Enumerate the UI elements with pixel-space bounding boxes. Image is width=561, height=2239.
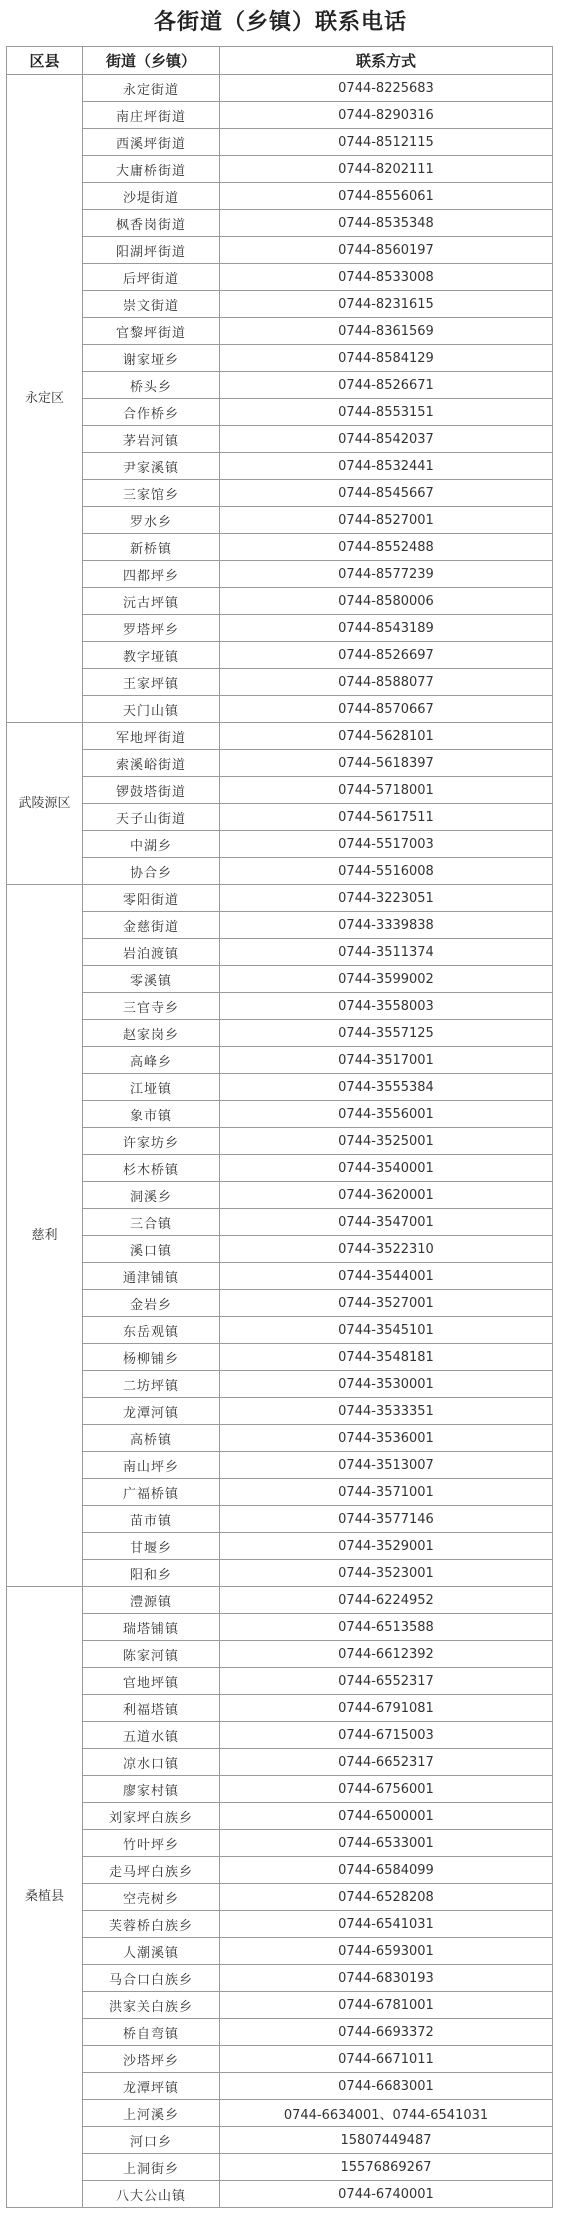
street-cell: 廖家村镇: [83, 1776, 220, 1803]
phone-cell: 0744-3527001: [220, 1290, 553, 1317]
header-phone: 联系方式: [220, 47, 553, 75]
phone-cell: 0744-6830193: [220, 1965, 553, 1992]
table-row: [7, 1695, 553, 1722]
table-row: [7, 2100, 553, 2127]
street-cell: 江垭镇: [83, 1074, 220, 1101]
table-row: [7, 2127, 553, 2154]
phone-cell: 0744-3558003: [220, 993, 553, 1020]
header-district: 区县: [7, 47, 83, 75]
phone-cell: 0744-3545101: [220, 1317, 553, 1344]
street-cell: 茅岩河镇: [83, 426, 220, 453]
phone-cell: 0744-8535348: [220, 210, 553, 237]
table-header-row: [7, 47, 553, 75]
phone-cell: 0744-3548181: [220, 1344, 553, 1371]
phone-cell: 0744-3517001: [220, 1047, 553, 1074]
street-cell: 锣鼓塔街道: [83, 777, 220, 804]
street-cell: 洞溪乡: [83, 1182, 220, 1209]
table-row: [7, 1452, 553, 1479]
table-row: [7, 1425, 553, 1452]
street-cell: 阳湖坪街道: [83, 237, 220, 264]
street-cell: 合作桥乡: [83, 399, 220, 426]
phone-cell: 15807449487: [220, 2127, 553, 2154]
street-cell: 尹家溪镇: [83, 453, 220, 480]
table-row: [7, 966, 553, 993]
phone-cell: 0744-8553151: [220, 399, 553, 426]
phone-cell: 0744-6533001: [220, 1830, 553, 1857]
table-row: [7, 858, 553, 885]
street-cell: 芙蓉桥白族乡: [83, 1911, 220, 1938]
phone-cell: 0744-3522310: [220, 1236, 553, 1263]
street-cell: 许家坊乡: [83, 1128, 220, 1155]
phone-cell: 0744-3536001: [220, 1425, 553, 1452]
table-row: [7, 1209, 553, 1236]
table-row: [7, 588, 553, 615]
phone-cell: 0744-6552317: [220, 1668, 553, 1695]
phone-cell: 0744-8202111: [220, 156, 553, 183]
table-row: [7, 2181, 553, 2208]
table-row: [7, 480, 553, 507]
phone-cell: 0744-3523001: [220, 1560, 553, 1587]
street-cell: 枫香岗街道: [83, 210, 220, 237]
street-cell: 上洞街乡: [83, 2154, 220, 2181]
district-cell: 桑植县: [7, 1587, 83, 2208]
table-row: [7, 183, 553, 210]
phone-cell: 0744-6671011: [220, 2046, 553, 2073]
street-cell: 官地坪镇: [83, 1668, 220, 1695]
phone-cell: 0744-6715003: [220, 1722, 553, 1749]
phone-cell: 0744-8225683: [220, 75, 553, 102]
phone-cell: 0744-6584099: [220, 1857, 553, 1884]
phone-cell: 0744-6528208: [220, 1884, 553, 1911]
phone-cell: 0744-8526697: [220, 642, 553, 669]
street-cell: 索溪峪街道: [83, 750, 220, 777]
phone-cell: 0744-3544001: [220, 1263, 553, 1290]
phone-cell: 0744-5618397: [220, 750, 553, 777]
table-row: [7, 885, 553, 912]
street-cell: 岩泊渡镇: [83, 939, 220, 966]
street-cell: 利福塔镇: [83, 1695, 220, 1722]
street-cell: 崇文街道: [83, 291, 220, 318]
table-row: [7, 1722, 553, 1749]
phone-cell: 0744-6541031: [220, 1911, 553, 1938]
table-row: [7, 723, 553, 750]
street-cell: 走马坪白族乡: [83, 1857, 220, 1884]
contact-table: [6, 46, 553, 2208]
district-cell: 慈利: [7, 885, 83, 1587]
street-cell: 八大公山镇: [83, 2181, 220, 2208]
header-street: 街道（乡镇）: [83, 47, 220, 75]
table-row: [7, 1560, 553, 1587]
phone-cell: 0744-8580006: [220, 588, 553, 615]
district-cell: 永定区: [7, 75, 83, 723]
street-cell: 军地坪街道: [83, 723, 220, 750]
street-cell: 阳和乡: [83, 1560, 220, 1587]
table-row: [7, 507, 553, 534]
table-row: [7, 1884, 553, 1911]
phone-cell: 0744-3599002: [220, 966, 553, 993]
phone-cell: 0744-3223051: [220, 885, 553, 912]
street-cell: 东岳观镇: [83, 1317, 220, 1344]
table-row: [7, 561, 553, 588]
street-cell: 赵家岗乡: [83, 1020, 220, 1047]
street-cell: 沙堤街道: [83, 183, 220, 210]
street-cell: 人潮溪镇: [83, 1938, 220, 1965]
table-row: [7, 831, 553, 858]
street-cell: 洪家关白族乡: [83, 1992, 220, 2019]
table-row: [7, 345, 553, 372]
table-row: [7, 1938, 553, 1965]
street-cell: 三官寺乡: [83, 993, 220, 1020]
phone-cell: 0744-8542037: [220, 426, 553, 453]
street-cell: 沙塔坪乡: [83, 2046, 220, 2073]
street-cell: 杨柳铺乡: [83, 1344, 220, 1371]
phone-cell: 0744-8570667: [220, 696, 553, 723]
street-cell: 天子山街道: [83, 804, 220, 831]
phone-cell: 0744-3620001: [220, 1182, 553, 1209]
table-row: [7, 1020, 553, 1047]
street-cell: 西溪坪街道: [83, 129, 220, 156]
phone-cell: 0744-8584129: [220, 345, 553, 372]
table-row: [7, 1047, 553, 1074]
street-cell: 永定街道: [83, 75, 220, 102]
table-row: [7, 1668, 553, 1695]
phone-cell: 0744-3540001: [220, 1155, 553, 1182]
street-cell: 南庄坪街道: [83, 102, 220, 129]
street-cell: 竹叶坪乡: [83, 1830, 220, 1857]
street-cell: 陈家河镇: [83, 1641, 220, 1668]
table-row: [7, 1074, 553, 1101]
street-cell: 象市镇: [83, 1101, 220, 1128]
table-row: [7, 2073, 553, 2100]
street-cell: 四都坪乡: [83, 561, 220, 588]
table-row: [7, 1263, 553, 1290]
table-row: [7, 1776, 553, 1803]
table-row: [7, 1965, 553, 1992]
table-row: [7, 1506, 553, 1533]
phone-cell: 0744-3525001: [220, 1128, 553, 1155]
phone-cell: 0744-8577239: [220, 561, 553, 588]
table-body: [7, 75, 553, 2208]
phone-cell: 0744-8231615: [220, 291, 553, 318]
table-row: [7, 669, 553, 696]
street-cell: 苗市镇: [83, 1506, 220, 1533]
table-row: [7, 129, 553, 156]
table-row: [7, 912, 553, 939]
table-row: [7, 1344, 553, 1371]
phone-cell: 0744-3547001: [220, 1209, 553, 1236]
table-row: [7, 750, 553, 777]
phone-cell: 0744-8290316: [220, 102, 553, 129]
table-row: [7, 1371, 553, 1398]
street-cell: 金岩乡: [83, 1290, 220, 1317]
table-row: [7, 615, 553, 642]
street-cell: 高峰乡: [83, 1047, 220, 1074]
table-row: [7, 102, 553, 129]
phone-cell: 0744-6756001: [220, 1776, 553, 1803]
street-cell: 王家坪镇: [83, 669, 220, 696]
phone-cell: 0744-8526671: [220, 372, 553, 399]
street-cell: 后坪街道: [83, 264, 220, 291]
phone-cell: 0744-5617511: [220, 804, 553, 831]
street-cell: 三合镇: [83, 1209, 220, 1236]
table-row: [7, 1830, 553, 1857]
table-row: [7, 2046, 553, 2073]
street-cell: 沅古坪镇: [83, 588, 220, 615]
phone-cell: 0744-8552488: [220, 534, 553, 561]
table-row: [7, 777, 553, 804]
street-cell: 溪口镇: [83, 1236, 220, 1263]
district-cell: 武陵源区: [7, 723, 83, 885]
table-row: [7, 1290, 553, 1317]
street-cell: 凉水口镇: [83, 1749, 220, 1776]
street-cell: 澧源镇: [83, 1587, 220, 1614]
table-row: [7, 1641, 553, 1668]
street-cell: 大庸桥街道: [83, 156, 220, 183]
phone-cell: 0744-8527001: [220, 507, 553, 534]
street-cell: 马合口白族乡: [83, 1965, 220, 1992]
street-cell: 刘家坪白族乡: [83, 1803, 220, 1830]
street-cell: 广福桥镇: [83, 1479, 220, 1506]
table-row: [7, 426, 553, 453]
street-cell: 五道水镇: [83, 1722, 220, 1749]
table-row: [7, 534, 553, 561]
phone-cell: 0744-6593001: [220, 1938, 553, 1965]
table-row: [7, 1236, 553, 1263]
phone-cell: 0744-5517003: [220, 831, 553, 858]
street-cell: 河口乡: [83, 2127, 220, 2154]
phone-cell: 0744-6224952: [220, 1587, 553, 1614]
phone-cell: 0744-3511374: [220, 939, 553, 966]
phone-cell: 0744-3530001: [220, 1371, 553, 1398]
phone-cell: 0744-8588077: [220, 669, 553, 696]
page-title: 各街道（乡镇）联系电话: [153, 10, 407, 35]
street-cell: 上河溪乡: [83, 2100, 220, 2127]
phone-cell: 0744-8532441: [220, 453, 553, 480]
phone-cell: 0744-6652317: [220, 1749, 553, 1776]
street-cell: 龙潭河镇: [83, 1398, 220, 1425]
table-row: [7, 1911, 553, 1938]
street-cell: 零阳街道: [83, 885, 220, 912]
table-row: [7, 399, 553, 426]
street-cell: 官黎坪街道: [83, 318, 220, 345]
table-row: [7, 804, 553, 831]
table-row: [7, 696, 553, 723]
street-cell: 杉木桥镇: [83, 1155, 220, 1182]
street-cell: 金慈街道: [83, 912, 220, 939]
phone-cell: 15576869267: [220, 2154, 553, 2181]
phone-cell: 0744-8533008: [220, 264, 553, 291]
table-row: [7, 210, 553, 237]
phone-cell: 0744-8545667: [220, 480, 553, 507]
street-cell: 甘堰乡: [83, 1533, 220, 1560]
phone-cell: 0744-3577146: [220, 1506, 553, 1533]
street-cell: 二坊坪镇: [83, 1371, 220, 1398]
phone-cell: 0744-6634001、0744-6541031: [220, 2100, 553, 2127]
table-row: [7, 1614, 553, 1641]
table-row: [7, 1128, 553, 1155]
phone-cell: 0744-6781001: [220, 1992, 553, 2019]
table-row: [7, 1857, 553, 1884]
table-row: [7, 1479, 553, 1506]
phone-cell: 0744-8512115: [220, 129, 553, 156]
phone-cell: 0744-6740001: [220, 2181, 553, 2208]
phone-cell: 0744-8560197: [220, 237, 553, 264]
table-row: [7, 318, 553, 345]
phone-cell: 0744-6612392: [220, 1641, 553, 1668]
table-row: [7, 939, 553, 966]
table-row: [7, 1803, 553, 1830]
phone-cell: 0744-3533351: [220, 1398, 553, 1425]
table-row: [7, 1182, 553, 1209]
table-row: [7, 264, 553, 291]
phone-cell: 0744-3529001: [220, 1533, 553, 1560]
phone-cell: 0744-3571001: [220, 1479, 553, 1506]
street-cell: 零溪镇: [83, 966, 220, 993]
phone-cell: 0744-5628101: [220, 723, 553, 750]
phone-cell: 0744-6500001: [220, 1803, 553, 1830]
phone-cell: 0744-3513007: [220, 1452, 553, 1479]
street-cell: 龙潭坪镇: [83, 2073, 220, 2100]
phone-cell: 0744-3339838: [220, 912, 553, 939]
table-row: [7, 1101, 553, 1128]
phone-cell: 0744-5516008: [220, 858, 553, 885]
phone-cell: 0744-5718001: [220, 777, 553, 804]
phone-cell: 0744-8543189: [220, 615, 553, 642]
phone-cell: 0744-3556001: [220, 1101, 553, 1128]
table-row: [7, 1992, 553, 2019]
phone-cell: 0744-6693372: [220, 2019, 553, 2046]
table-row: [7, 1155, 553, 1182]
phone-cell: 0744-3555384: [220, 1074, 553, 1101]
table-row: [7, 1587, 553, 1614]
table-row: [7, 1749, 553, 1776]
street-cell: 天门山镇: [83, 696, 220, 723]
street-cell: 罗塔坪乡: [83, 615, 220, 642]
phone-cell: 0744-6513588: [220, 1614, 553, 1641]
table-row: [7, 1533, 553, 1560]
street-cell: 瑞塔铺镇: [83, 1614, 220, 1641]
table-row: [7, 372, 553, 399]
table-row: [7, 237, 553, 264]
phone-cell: 0744-6683001: [220, 2073, 553, 2100]
street-cell: 空壳树乡: [83, 1884, 220, 1911]
table-row: [7, 453, 553, 480]
table-row: [7, 1398, 553, 1425]
street-cell: 南山坪乡: [83, 1452, 220, 1479]
table-row: [7, 1317, 553, 1344]
phone-cell: 0744-8361569: [220, 318, 553, 345]
street-cell: 协合乡: [83, 858, 220, 885]
street-cell: 罗水乡: [83, 507, 220, 534]
street-cell: 桥头乡: [83, 372, 220, 399]
table-row: [7, 156, 553, 183]
street-cell: 新桥镇: [83, 534, 220, 561]
table-row: [7, 642, 553, 669]
street-cell: 高桥镇: [83, 1425, 220, 1452]
street-cell: 三家馆乡: [83, 480, 220, 507]
phone-cell: 0744-3557125: [220, 1020, 553, 1047]
table-row: [7, 75, 553, 102]
table-row: [7, 2019, 553, 2046]
table-row: [7, 993, 553, 1020]
street-cell: 中湖乡: [83, 831, 220, 858]
street-cell: 谢家垭乡: [83, 345, 220, 372]
phone-cell: 0744-8556061: [220, 183, 553, 210]
street-cell: 通津铺镇: [83, 1263, 220, 1290]
street-cell: 桥自弯镇: [83, 2019, 220, 2046]
phone-cell: 0744-6791081: [220, 1695, 553, 1722]
table-row: [7, 291, 553, 318]
table-row: [7, 2154, 553, 2181]
street-cell: 教字垭镇: [83, 642, 220, 669]
